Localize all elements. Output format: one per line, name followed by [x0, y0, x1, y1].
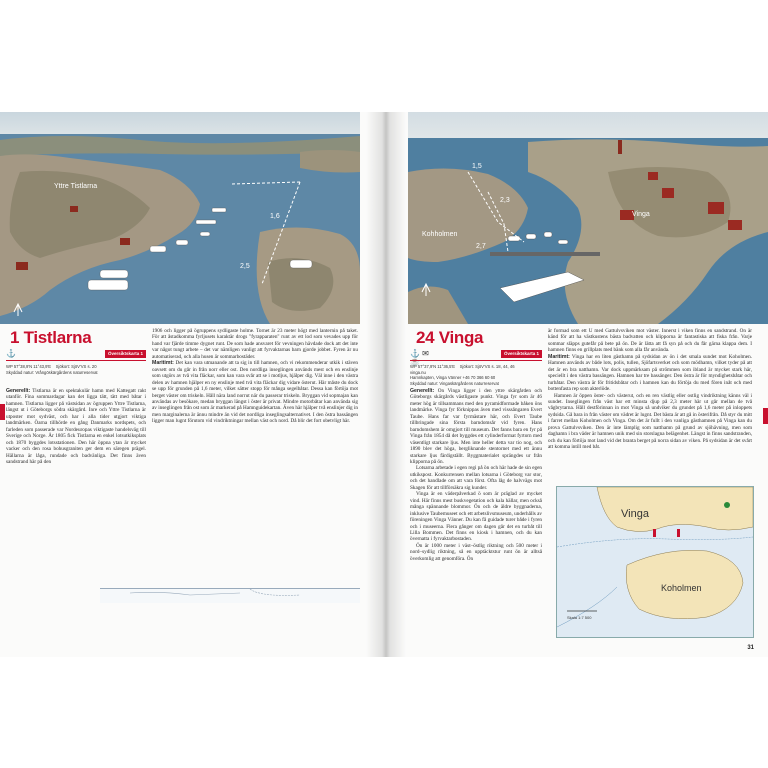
paragraph: 1906 och ligger på ögruppens sydligaste holme. Tornet är 23 meter högt med lanternin på taket. För att åstadkomma fyrljusets karaktär drogs "fyrapparaten" runt av ett lod som vevades upp för hand var fjärde timme dygnet runt. De som hade ansvaret för vevningen hävdade dock att det inte var något tungt arbete – det var nämligen vanligt att fyrvaktarnas barn gjorde jobbet. Fyren är nu automatiserad, och alla husen är sommarbostäder.	[152, 328, 358, 360]
lead-maritime: Maritimt:	[548, 353, 570, 360]
label-depth-2-5: 2,5	[240, 263, 250, 270]
paragraph: Lotsarna arbetade i egen regi på ön och här hade de sin egen utkikspost. Konkurrensen mellan lotsarna i Göteborg var stor, och det handlade om att vara först. Ofta låg de halvvägs mot Skagen för att tillförsäkra sig kunder.	[410, 465, 542, 491]
label-depth-1-6: 1,6	[270, 213, 280, 220]
overview-map-badge: Översiktskarta 1	[501, 350, 542, 358]
chart-reference: Sjökort: SjöV'VS s. 20	[55, 364, 97, 369]
heading-tistlarna: 1 Tistlarna	[10, 328, 92, 347]
label-vinga: Vinga	[632, 211, 650, 218]
paragraph: Ön är 1000 meter i väst–östlig riktning och 500 meter i nord–sydlig riktning, så en upptäcktstur runt ön är alltså överkomlig att genomföra. Ön	[410, 542, 542, 562]
info-divider	[6, 360, 146, 361]
waypoint: WP 57°37,9'N 11°36,5'E	[410, 364, 456, 369]
harbour-chart-preview	[100, 588, 360, 603]
aerial-photo-vinga	[408, 112, 768, 324]
chart-reference: Sjökort: SjöV'VS s. 18, 44, 46	[459, 364, 515, 369]
anchor-icon: ⚓	[6, 349, 16, 358]
info-divider	[410, 360, 542, 361]
paragraph: Ön Vinga ligger i den yttre skärgården och Göteborgs skärgårds västligaste punkt. Vinga fyr som är 46 meter hög är tillsammans med den pyramidformade båken öns landmärke. Vinga fyr förknippas även med visssångaren Evert Taube. Hans far var fyrmästare här, och Evert Taube tillbringade sina första barndomsår vid fyren. Hans barndomshem är omgjort till museum. Det fanns bara en fyr på Vinga från 1854 då det byggdes ett cylinderformat fyrtorn med väsentligt starkare ljus. Men inte heller detta var tio nog, och 1890 blev det höga, bergliknande stentornet med ett ännu starkare ljus färdigställt. Byggmaterialet sprängdes ur från klipporna på ön.	[410, 388, 542, 465]
overview-map-badge: Översiktskarta 1	[105, 350, 146, 358]
lead-maritime: Maritimt:	[152, 360, 174, 367]
body-column-1	[6, 388, 146, 588]
chapter-tab	[763, 408, 768, 424]
chart-label-koholmen: Koholmen	[661, 583, 702, 593]
waypoint: WP 57°38,9'N 11°43,9'E	[6, 364, 52, 369]
label-depth-1-5: 1,5	[472, 163, 482, 170]
label-kohholmen: Kohholmen	[422, 231, 458, 238]
body-column-1	[410, 388, 542, 638]
lead-general: Generellt:	[6, 388, 31, 394]
chart-scale: Skala 1:7 500	[567, 615, 592, 620]
harbour-chart-vinga	[556, 486, 754, 638]
left-page	[0, 112, 384, 657]
aerial-photo-tistlarna	[0, 112, 360, 324]
book-gutter-shadow	[366, 112, 406, 657]
protection-note: Skyddad natur: Vrångöskärgårdens naturreservat	[6, 369, 98, 375]
protection-note: Skyddad natur: Vingaskärgårdens naturreservat	[410, 380, 499, 386]
label-depth-2-7: 2,7	[476, 243, 486, 250]
heading-vinga: 24 Vinga	[416, 328, 484, 347]
paragraph: Hamnen är öppen öster- och västerut, och en ren västlig eller ostlig vindriktning känns väl i sundet. Inseglingen från väst har ett minsta djup på 2,3 meter här ut går mellan de två vågbrytarna. Håll destförinnan in mot Vinga så undviker du grundet på 1,6 meter på inloppets sydsida. Gå bara in från väster om vädret är lugnt. Det bästa är att gå in österifrån. Då styr du mitt i farret mellan Koholmen och Vinga. Om det är fullt i den vanliga gästhamnen på Vinga kan du prova Gattulvsviken. Den är inte lämplig som natthamn på grund av sjöhävning, men som daghamn i bra väder är hamnen unik med sin storslagna belägenhet. Längst in finns sandstranden, och du kan förtöja mot land vid det branta berget på norra sidan av viken. På sydsidan är det svårt att komma intill med båt.	[548, 392, 752, 451]
website: vinga.nu	[410, 369, 426, 375]
facility-icons: ⚓ ✉ ☕	[410, 349, 429, 366]
body-column-2	[152, 328, 358, 588]
lead-general: Generellt:	[410, 388, 435, 394]
harbour-master-contact: Hamnkapten, Vinga Vänner +46 70 366 60 60	[410, 375, 496, 381]
page-number: 31	[747, 645, 754, 651]
chapter-tab	[0, 404, 5, 420]
paragraph: är formad som ett U med Gattulvsviken mot väster. Innerst i viken finns en sandstrand. Ön är känd för att ha västkustens bästa badvatten och klipporna är fantastiska att fiska från. Varje sommar släpps gutefår på bete på ön. De är lätta att få syn på och du får gärna klappa dem. I hamnen finns en grillplats med bänk som alla får använda.	[548, 328, 752, 354]
paragraph: Tistlarna är en spektakulär hamn med Kattegatt rakt utanför. Fina sommardagar kan det ligga tätt, tätt med båtar i hamnen. Tistlarna ligger på västsidan av ögruppen Yttre Tistlarna, längst ut i Göteborgs södra skärgård. Inre och Yttre Tistlarna är utposter mot sydväst, och har i alla tider utgjort viktiga landmärken. Öarna tillhörde en gång Danmarks nordspets, och farleden som passerade var Nordeuropas viktigaste handelsväg till Sverige och Norge. År 1805 fick Tistlarna en enkel lotsutkiksplats och 1870 byggdes lotsstationen. Den här öppna ytan är mycket vacker och den rosa bohusgraniten ger dem en säregen prägel. Hällarna är låga, rundade och badvänliga. Det finns även sandstrand här på den	[6, 388, 146, 465]
chart-label-vinga: Vinga	[621, 508, 649, 520]
paragraph: Det kan vara utmanande att ta sig in till hamnen, och vi rekommenderar utkik i stäven oavsett om du går in från norr eller ost. Den nordliga inseglingen används mest och en enslinje som utgörs av två vita fläckar, som kan vara svår att se i motljus, hjälper dig. Väl inne i den västra delen av hamnen hjälper en ny enslinje med två vita fläckar dig vidare österut. Här måste du dock se upp för grunden på 1,6 meter, vilket sätter stopp för många segelbåtar. Dessa kan förtöja mot berget väster om triskeln. Håll nära land norrut när du passerar triskeln. Bryggan vid sopmajan kan användas av besökare, medan bryggan längst i öster är privat. Mindre motorbåtar kan använda sig av inseglingen från ost som är markerad på Hamnguidekartan. Även här hjälper två enslinjer dig in men marginalerna är ännu mindre än vid det nordliga inseglingsalternativet. I den östra bassängen ligger man lugnt förutom vid vindriktningar mellan väst och nord. Då blir det fort obetvligt här.	[152, 360, 358, 425]
label-depth-2-3: 2,3	[500, 197, 510, 204]
paragraph: Vinga är en väderpåverkad ö som är präglad av mycket vind. Här finns mest buskvegetation och kala hällar, men också många spännande blommor. Ön och de äldre byggnaderna, inklusive Taubemuseet och ett arbetslivsmuseum, underhålls av föreningen Vinga Vänner. Du kan få guidade turer både i fyren och i museerna. Flera gånger om dagen går det en turbåt till Lilla Bommen. Det finns en kiosk i hamnen, och du kan övernatta i fyrvaktarbostaden.	[410, 491, 542, 543]
paragraph: Vinga har en liten gästhamn på sydsidan av ön i det smala sundet mot Koholmen. Hamnen används av både lots, polis, tullen, Sjöfartsverket och som mödhamn, vilket tyder på att det är en bra natthamn. Var dock uppmärksam på strömmen som ibland är mycket stark här, speciellt i den västra bassängen. Hamnen har tre bassänger. Den östra är för myndighetsbåtar och turbåtar. Den västra är för fritidsbåtar och i hamnen kan du förtöja du med fören inåt och med bottenfasta rep som akterlöde.	[548, 353, 752, 393]
right-page	[384, 112, 768, 657]
label-yttre-tistlarna: Yttre Tistlarna	[54, 183, 98, 190]
